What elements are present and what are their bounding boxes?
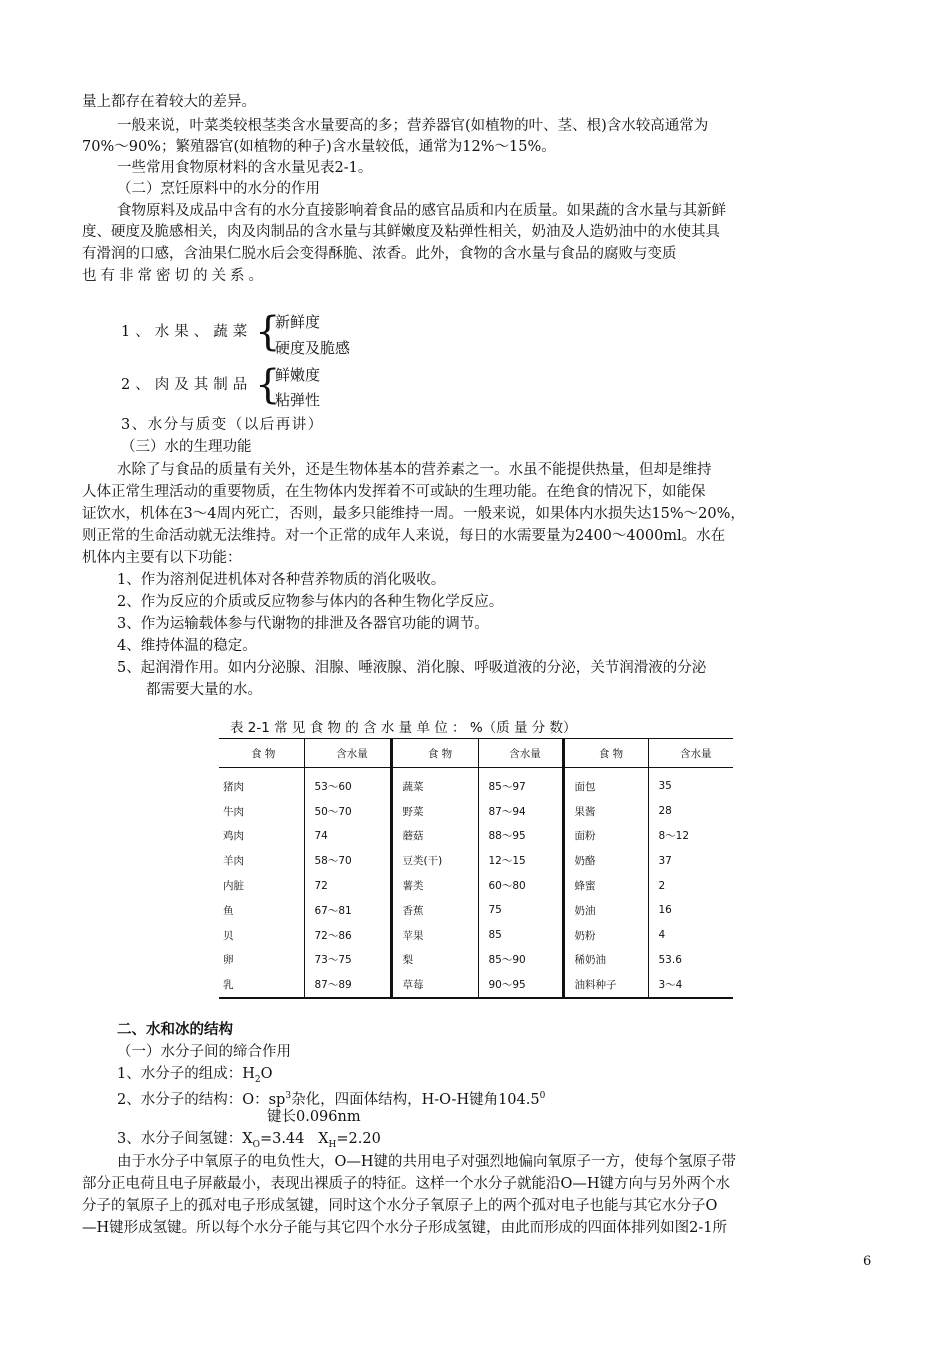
table-cell: 85～90 (478, 948, 563, 973)
list-item-text: 2、水分子的结构：O：sp (117, 1091, 286, 1108)
paragraph-line: 水除了与食品的质量有关外，还是生物体基本的营养素之一。水虽不能提供热量，但却是维持 (117, 462, 712, 478)
paragraph-line: 度、硬度及脆感相关，肉及肉制品的含水量与其鲜嫩度及粘弹性相关，奶油及人造奶油中的水使其具 (82, 224, 720, 240)
list-item-text: 杂化，四面体结构，H-O-H键角104.5 (291, 1091, 540, 1108)
paragraph-line: 机体内主要有以下功能： (82, 550, 242, 566)
table-cell: 苹果 (391, 923, 478, 948)
table-cell: 8～12 (648, 824, 733, 849)
list-item-text: =2.20 (336, 1131, 381, 1147)
table-cell: 奶油 (563, 898, 648, 923)
brace-icon: { (255, 309, 281, 355)
table-cell: 75 (478, 898, 563, 923)
column-header: 食 物 (563, 739, 648, 768)
outline-item-2a: 鲜嫩度 (275, 366, 321, 384)
table-header-row (219, 739, 733, 768)
table-cell: 稀奶油 (563, 948, 648, 973)
paragraph-line: —H键形成氢键。所以每个水分子能与其它四个水分子形成氢键，由此而形成的四面体排列如图2-1所 (82, 1220, 727, 1236)
outline-item-1a: 新鲜度 (275, 313, 321, 331)
paragraph-line: 人体正常生理活动的重要物质，在生物体内发挥着不可或缺的生理功能。在绝食的情况下，如能保 (82, 484, 706, 500)
table-cell: 内脏 (223, 880, 244, 893)
table-cell: 蜂蜜 (563, 873, 648, 898)
table-cell: 28 (648, 799, 733, 824)
list-item-text: O (260, 1066, 273, 1082)
outline-item-2b: 粘弹性 (275, 391, 321, 409)
table-cell: 87～89 (304, 972, 391, 998)
subscript: O (252, 1139, 260, 1150)
superscript: 0 (539, 1091, 546, 1101)
table-cell: 油料种子 (563, 972, 648, 998)
column-header: 含水量 (648, 739, 733, 768)
table-cell: 面粉 (563, 824, 648, 849)
table-cell: 35 (648, 768, 733, 799)
section-heading: （三）水的生理功能 (121, 439, 252, 455)
subscript: H (328, 1139, 337, 1150)
table-row (219, 898, 733, 923)
table-cell: 奶酪 (563, 848, 648, 873)
subscript: 2 (254, 1074, 261, 1085)
list-item (117, 1129, 381, 1155)
table-cell: 60～80 (478, 873, 563, 898)
table-cell: 90～95 (478, 972, 563, 998)
table-cell: 85 (478, 923, 563, 948)
paragraph-line: 分子的氧原子上的孤对电子形成氢键，同时这个水分子氧原子上的两个孤对电子也能与其它水分子O (82, 1198, 718, 1214)
table-cell: 4 (648, 923, 733, 948)
table-cell: 73～75 (304, 948, 391, 973)
table-row (219, 873, 733, 898)
outline-item-1: 1、水果、蔬菜 (121, 324, 253, 340)
table-cell: 2 (648, 873, 733, 898)
table-caption: 表 2-1 常 见 食 物 的 含 水 量 单 位 ： %（质 量 分 数） (230, 720, 577, 736)
table-cell: 卵 (223, 954, 234, 967)
list-item-text: 3、水分子间氢键：X (117, 1131, 253, 1147)
list-item-continuation: 键长0.096nm (267, 1109, 361, 1125)
outline-item-1b: 硬度及脆感 (275, 339, 351, 357)
paragraph-line: 食物原料及成品中含有的水分直接影响着食品的感官品质和内在质量。如果蔬的含水量与其新鲜 (117, 203, 726, 219)
table-cell: 奶粉 (563, 923, 648, 948)
table-cell: 72～86 (304, 923, 391, 948)
table-cell: 50～70 (304, 799, 391, 824)
paragraph-line: 证饮水，机体在3～4周内死亡，否则，最多只能维持一周。一般来说，如果体内水损失达15%～20%， (82, 506, 745, 522)
table-row (219, 848, 733, 873)
table-cell: 乳 (219, 972, 304, 998)
table-cell: 蔬菜 (391, 768, 478, 799)
table-cell: 鸡肉 (223, 830, 244, 843)
list-item: 1、作为溶剂促进机体对各种营养物质的消化吸收。 (117, 572, 446, 588)
table-cell: 87～94 (478, 799, 563, 824)
paragraph-line: 也有非常密切的关系。 (82, 268, 267, 284)
page-number: 6 (863, 1254, 872, 1269)
table-cell: 猪肉 (223, 780, 244, 793)
list-item-text: =3.44 X (259, 1131, 329, 1147)
table-row (219, 768, 733, 799)
table-cell: 蘑菇 (391, 824, 478, 849)
table-cell: 3～4 (648, 972, 733, 998)
column-header: 含水量 (478, 739, 563, 768)
list-item: 5、起润滑作用。如内分泌腺、泪腺、唾液腺、消化腺、呼吸道液的分泌，关节润滑液的分泌 (117, 660, 707, 676)
outline-item-2: 2、肉及其制品 (121, 377, 253, 393)
table-cell: 16 (648, 898, 733, 923)
paragraph-line: 一般来说，叶菜类较根茎类含水量要高的多；营养器官(如植物的叶、茎、根)含水较高通常为 (117, 118, 709, 134)
table-cell: 香蕉 (391, 898, 478, 923)
list-item: 4、维持体温的稳定。 (117, 638, 257, 654)
list-item: 2、作为反应的介质或反应物参与体内的各种生物化学反应。 (117, 594, 504, 610)
table-cell: 53.6 (648, 948, 733, 973)
table-cell: 贝 (223, 929, 234, 942)
paragraph-line: 70%～90%；繁殖器官(如植物的种子)含水量较低，通常为12%～15%。 (82, 139, 556, 155)
subsection-heading: （一）水分子间的缔合作用 (117, 1044, 291, 1060)
paragraph-line: 有滑润的口感，含油果仁脱水后会变得酥脆、浓香。此外，食物的含水量与食品的腐败与变质 (82, 246, 677, 262)
column-header: 食 物 (391, 739, 478, 768)
table-cell: 豆类(干) (391, 848, 478, 873)
table-cell: 牛肉 (223, 805, 244, 818)
water-content-table (219, 738, 733, 999)
table-cell: 薯类 (391, 873, 478, 898)
table-cell: 羊肉 (223, 855, 244, 868)
brace-icon: { (255, 362, 281, 408)
table-cell: 58～70 (304, 848, 391, 873)
table-cell: 53～60 (304, 768, 391, 799)
table-cell: 野菜 (391, 799, 478, 824)
table-cell: 草莓 (391, 972, 478, 998)
table-cell: 67～81 (304, 898, 391, 923)
list-item-text: 1、水分子的组成：H (117, 1066, 255, 1082)
paragraph-line: 则正常的生命活动就无法维持。对一个正常的成年人来说，每日的水需要量为2400～4000ml。水在 (82, 528, 726, 544)
table-row (219, 824, 733, 849)
column-header: 食 物 (219, 739, 304, 768)
paragraph-line: 由于水分子中氧原子的电负性大，O—H键的共用电子对强烈地偏向氧原子一方，使每个氢原子带 (117, 1154, 737, 1170)
superscript: 3 (285, 1091, 292, 1101)
table-cell: 面包 (563, 768, 648, 799)
table-cell: 72 (304, 873, 391, 898)
section-heading: 二、水和冰的结构 (117, 1022, 233, 1038)
table-cell: 果酱 (563, 799, 648, 824)
table-cell: 74 (304, 824, 391, 849)
table-cell: 鱼 (223, 904, 234, 917)
table-cell: 12～15 (478, 848, 563, 873)
table-row (219, 948, 733, 973)
table-row (219, 972, 733, 998)
table-cell: 85～97 (478, 768, 563, 799)
table-cell: 88～95 (478, 824, 563, 849)
column-header: 含水量 (304, 739, 391, 768)
table-cell: 梨 (391, 948, 478, 973)
list-item: 3、作为运输载体参与代谢物的排泄及各器官功能的调节。 (117, 616, 489, 632)
table-cell: 37 (648, 848, 733, 873)
paragraph-line: 量上都存在着较大的差异。 (82, 94, 256, 110)
list-item: 都需要大量的水。 (146, 682, 262, 698)
section-heading: （二）烹饪原料中的水分的作用 (117, 181, 320, 197)
table-row (219, 799, 733, 824)
table-row (219, 923, 733, 948)
outline-item-3: 3、水分与质变（以后再讲） (121, 417, 324, 433)
paragraph-line: 部分正电荷且电子屏蔽最小，表现出裸质子的特征。这样一个水分子就能沿O—H键方向与另外两个水 (82, 1176, 731, 1192)
paragraph-line: 一些常用食物原材料的含水量见表2-1。 (117, 160, 373, 176)
